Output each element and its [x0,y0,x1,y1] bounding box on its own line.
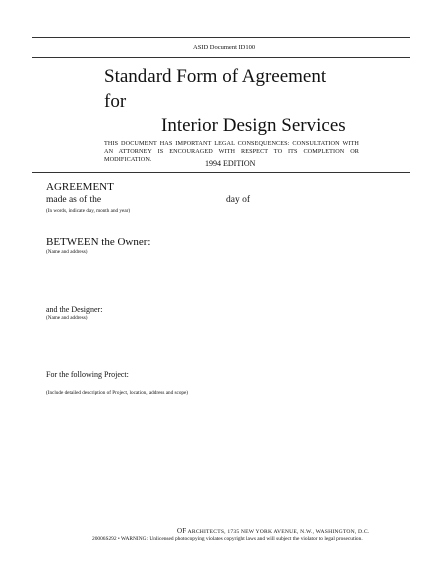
made-as-of-label: made as of the [46,195,102,205]
owner-name-note: (Name and address) [46,249,88,255]
document-title-line-3: Interior Design Services [161,115,346,136]
document-title-line-2: for [104,91,127,112]
document-id: ASID Document ID100 [193,44,256,51]
project-description-note: (Include detailed description of Project, location, address and scope) [46,390,189,396]
footer-address-text: ARCHITECTS, 1735 NEW YORK AVENUE, N.W., WASHINGTON, D.C. [187,529,370,535]
edition-rule [32,172,410,173]
date-instruction-note: (In words, indicate day, month and year) [46,208,131,214]
footer-of: OF [177,527,187,535]
day-of-label: day of [226,195,251,205]
edition-label: 1994 EDITION [205,159,256,168]
document-title-line-1: Standard Form of Agreement [104,66,327,87]
project-label: For the following Project: [46,370,129,379]
header-rule [32,57,410,58]
legal-notice: THIS DOCUMENT HAS IMPORTANT LEGAL CONSEQUENCES: CONSULTATION WITH AN ATTORNEY IS ENCOURAGED WITH RESPECT TO ITS COMPLETION OR MODIFICATION. [104,140,359,163]
top-rule [32,37,410,38]
footer-address [177,527,369,535]
agreement-heading: AGREEMENT [46,181,114,193]
owner-heading: BETWEEN the Owner: [46,236,151,248]
designer-label: and the Designer: [46,305,103,314]
designer-name-note: (Name and address) [46,315,88,321]
footer-warning: 20006S292 • WARNING: Unlicensed photocopying violates copyright laws and will subject the violator to legal prosecution. [92,536,363,542]
